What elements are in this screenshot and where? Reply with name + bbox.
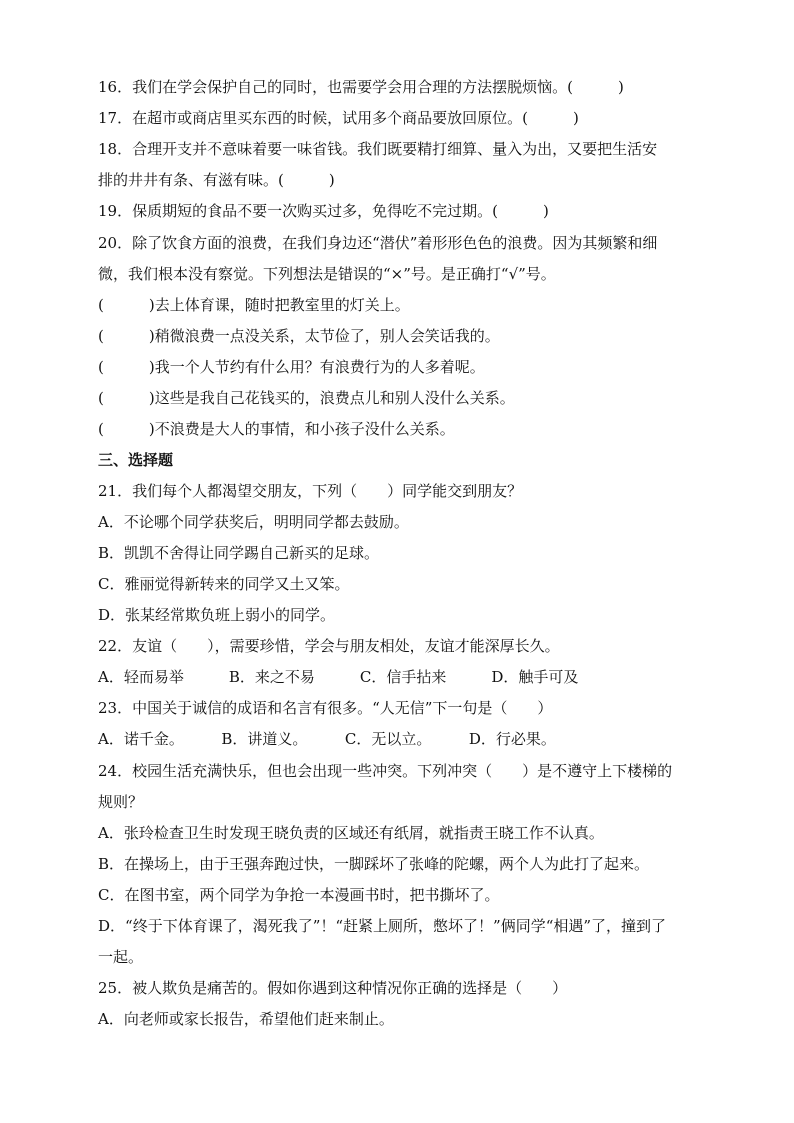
judgement-item-1: ( )去上体育课，随时把教室里的灯关上。 <box>98 296 410 314</box>
question-23-options: A．诺千金。 B．讲道义。 C．无以立。 D．行必果。 <box>98 730 556 748</box>
question-18-line-1: 18．合理开支并不意味着要一味省钱。我们既要精打细算、量入为出，又要把生活安 <box>98 140 658 158</box>
question-20-line-2: 微，我们根本没有察觉。下列想法是错误的“×”号。是正确打“√”号。 <box>98 265 556 283</box>
question-24-option-b: B．在操场上，由于王强奔跑过快，一脚踩坏了张峰的陀螺，两个人为此打了起来。 <box>98 855 650 873</box>
question-16: 16．我们在学会保护自己的同时，也需要学会用合理的方法摆脱烦恼。( ) <box>98 78 624 96</box>
question-17: 17．在超市或商店里买东西的时候，试用多个商品要放回原位。( ) <box>98 109 579 127</box>
section-heading-choice: 三、选择题 <box>98 451 174 469</box>
question-20-line-1: 20．除了饮食方面的浪费，在我们身边还“潜伏”着形形色色的浪费。因为其频繁和细 <box>98 234 658 252</box>
judgement-item-5: ( )不浪费是大人的事情，和小孩子没什么关系。 <box>98 420 455 438</box>
judgement-item-4: ( )这些是我自己花钱买的，浪费点儿和别人没什么关系。 <box>98 389 515 407</box>
judgement-item-2: ( )稍微浪费一点没关系，太节俭了，别人会笑话我的。 <box>98 327 500 345</box>
question-21-option-a: A．不论哪个同学获奖后，明明同学都去鼓励。 <box>98 513 409 531</box>
question-24-option-a: A．张玲检查卫生时发现王晓负责的区域还有纸屑，就指责王晓工作不认真。 <box>98 824 604 842</box>
question-24-option-d-line-1: D．“终于下体育课了，渴死我了”！“赶紧上厕所，憋坏了！”俩同学“相遇”了，撞到了 <box>98 917 667 935</box>
question-25: 25．被人欺负是痛苦的。假如你遇到这种情况你正确的选择是（ ） <box>98 979 568 997</box>
judgement-item-3: ( )我一个人节约有什么用？有浪费行为的人多着呢。 <box>98 358 485 376</box>
question-21-option-c: C．雅丽觉得新转来的同学又土又笨。 <box>98 575 350 593</box>
question-21-option-b: B．凯凯不舍得让同学踢自己新买的足球。 <box>98 544 380 562</box>
question-25-option-a: A．向老师或家长报告，希望他们赶来制止。 <box>98 1010 394 1028</box>
question-21-option-d: D．张某经常欺负班上弱小的同学。 <box>98 606 336 624</box>
question-23: 23．中国关于诚信的成语和名言有很多。“人无信”下一句是（ ） <box>98 699 553 717</box>
question-21: 21．我们每个人都渴望交朋友，下列（ ）同学能交到朋友？ <box>98 482 523 500</box>
question-24-line-1: 24．校园生活充满快乐，但也会出现一些冲突。下列冲突（ ）是不遵守上下楼梯的 <box>98 762 673 780</box>
question-22-options: A．轻而易举 B．来之不易 C．信手拈来 D．触手可及 <box>98 668 579 686</box>
question-24-line-2: 规则？ <box>98 793 144 811</box>
question-18-line-2: 排的井井有条、有滋有味。( ) <box>98 171 335 189</box>
question-22: 22．友谊（ ），需要珍惜，学会与朋友相处，友谊才能深厚长久。 <box>98 637 560 655</box>
question-24-option-d-line-2: 一起。 <box>98 948 144 966</box>
question-19: 19．保质期短的食品不要一次购买过多，免得吃不完过期。( ) <box>98 202 549 220</box>
question-24-option-c: C．在图书室，两个同学为争抢一本漫画书时，把书撕坏了。 <box>98 886 500 904</box>
